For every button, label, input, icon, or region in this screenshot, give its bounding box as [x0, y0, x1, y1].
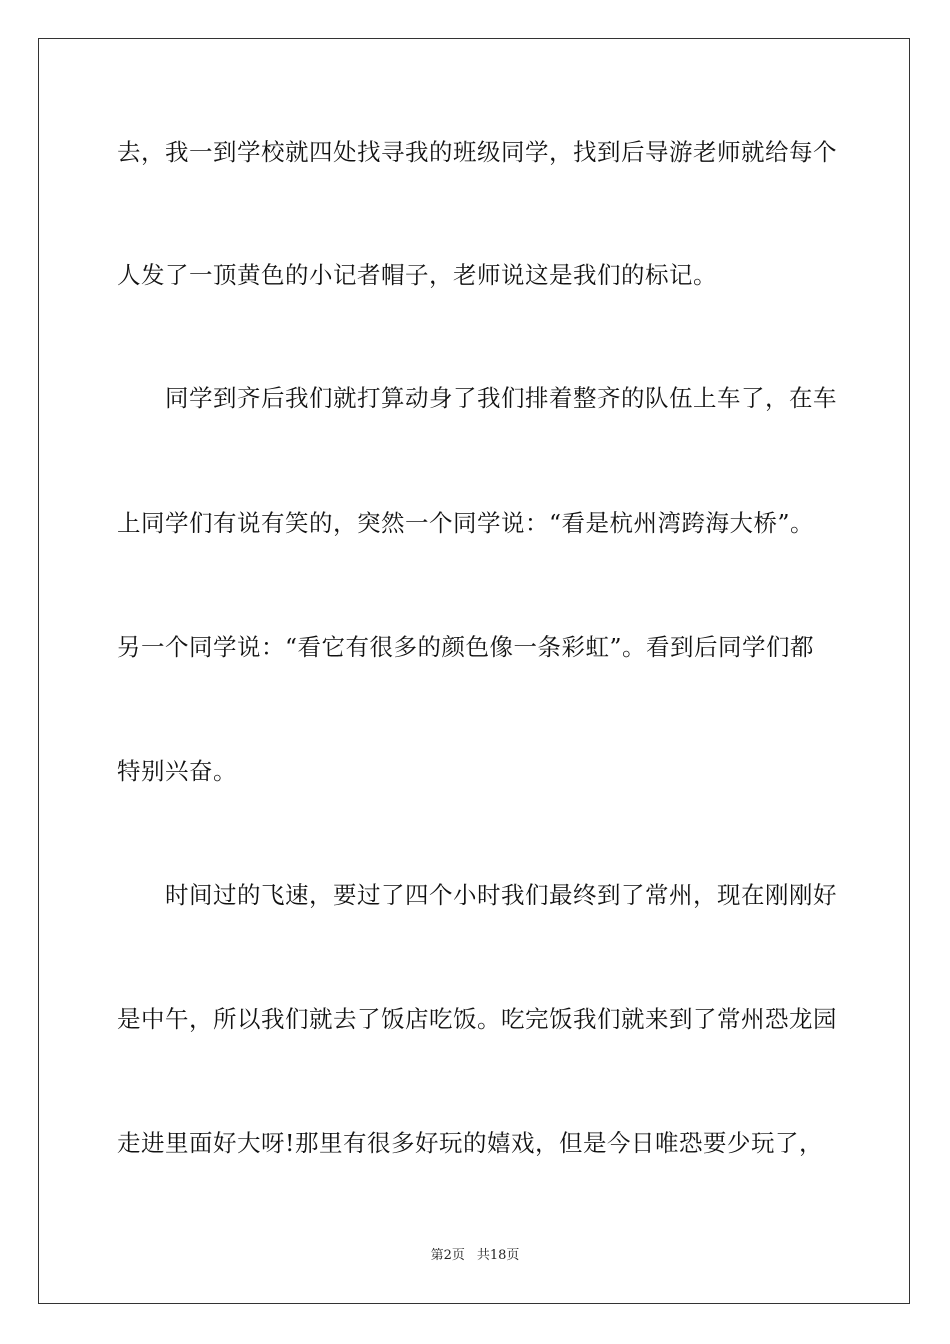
paragraph-line: 特别兴奋。	[117, 757, 237, 785]
page-border	[38, 38, 910, 1304]
paragraph-line: 走进里面好大呀!那里有很多好玩的嬉戏，但是今日唯恐要少玩了，	[117, 1129, 823, 1157]
page-number: 第2页	[430, 1248, 465, 1263]
paragraph-first-line: 时间过的飞速，要过了四个小时我们最终到了常州，现在刚刚好	[165, 881, 837, 909]
paragraph-line: 上同学们有说有笑的，突然一个同学说：“看是杭州湾跨海大桥”。	[117, 509, 815, 537]
paragraph-line: 去，我一到学校就四处找寻我的班级同学，找到后导游老师就给每个	[117, 138, 837, 166]
paragraph-line: 是中午，所以我们就去了饭店吃饭。吃完饭我们就来到了常州恐龙园	[117, 1005, 837, 1033]
page-total: 共18页	[476, 1248, 520, 1263]
paragraph-line: 人发了一顶黄色的小记者帽子，老师说这是我们的标记。	[117, 261, 717, 289]
page-footer	[0, 1247, 950, 1265]
paragraph-first-line: 同学到齐后我们就打算动身了我们排着整齐的队伍上车了，在车	[165, 384, 837, 412]
paragraph-line: 另一个同学说：“看它有很多的颜色像一条彩虹”。看到后同学们都	[117, 633, 815, 661]
